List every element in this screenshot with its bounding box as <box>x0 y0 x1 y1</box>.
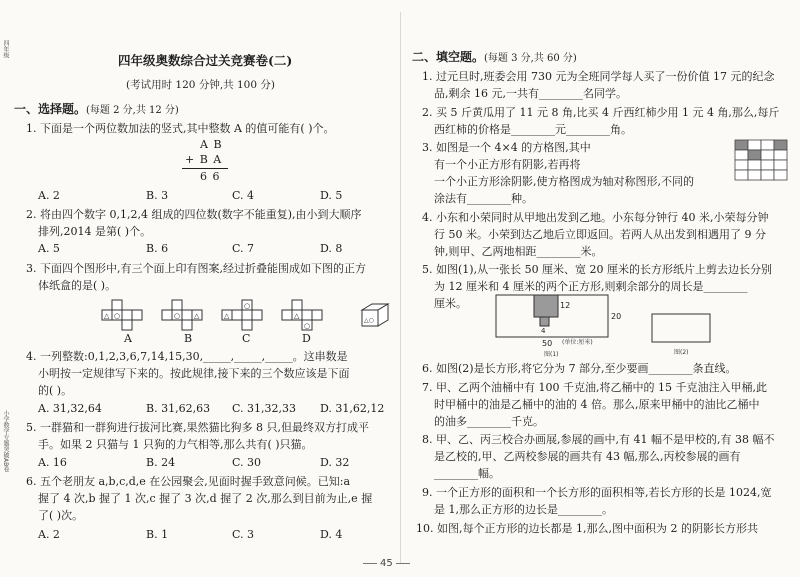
q4-option-d[interactable]: D. 31,62,12 <box>320 402 385 415</box>
q6-option-b[interactable]: B. 1 <box>146 528 169 541</box>
dim-12: 12 <box>560 301 571 310</box>
fig2-rectangle <box>652 314 710 342</box>
side-top-label: 四年级 <box>2 40 9 58</box>
q1-sum-line <box>182 168 228 169</box>
svg-text:△: △ <box>104 312 110 320</box>
r3-line4: 涂法有________种。 <box>434 192 533 205</box>
svg-text:△: △ <box>224 312 230 320</box>
q3-label-d: D <box>302 332 311 345</box>
q6-option-d[interactable]: D. 4 <box>320 528 343 541</box>
q3-label-c: C <box>242 332 251 345</box>
figure1 <box>496 295 621 358</box>
r3-line1: 3. 如图是一个 4×4 的方格图,其中 <box>422 141 591 154</box>
fig1-caption: 图(1) <box>544 351 559 358</box>
svg-text:○: ○ <box>174 312 181 320</box>
side-bottom-label: 小学数学专题突破AB卷 <box>2 410 9 473</box>
grid-cell <box>748 160 761 170</box>
right-column <box>400 0 800 577</box>
page-title: 四年级奥数综合过关竞赛卷(二) <box>118 53 293 68</box>
q1-option-d[interactable]: D. 5 <box>320 189 343 202</box>
r4-line1: 4. 小东和小荣同时从甲地出发到乙地。小东每分钟行 40 米,小荣每分钟 <box>422 211 769 224</box>
r2-line1: 2. 买 5 斤黄瓜用了 11 元 8 角,比买 4 斤西红柿少用 1 元 4 角,那么,每斤 <box>422 106 780 119</box>
section1-label: 一、选择题。 <box>14 102 87 116</box>
fig1-square-4 <box>540 317 549 326</box>
grid-cell <box>748 150 761 160</box>
q1-option-a[interactable]: A. 2 <box>38 189 60 202</box>
r9-line2: 是 1,那么正方形的边长是________。 <box>434 503 613 516</box>
dim-50: 50 <box>542 339 553 348</box>
q3-label-b: B <box>184 332 193 345</box>
q5-option-a[interactable]: A. 16 <box>38 456 67 469</box>
section2-note: (每题 3 分,共 60 分) <box>484 53 577 64</box>
q2-option-c[interactable]: C. 7 <box>232 242 255 255</box>
grid-cell <box>774 160 787 170</box>
q2-line2: 排列,2014 是第( )个。 <box>38 225 152 238</box>
page-number-text: 45 <box>380 558 393 569</box>
r3-grid-figure <box>733 139 789 183</box>
q3-label-a: A <box>124 332 132 345</box>
grid-cell <box>748 170 761 180</box>
section1-note: (每题 2 分,共 12 分) <box>86 105 179 116</box>
q5-option-b[interactable]: B. 24 <box>146 456 176 469</box>
net-a[interactable] <box>102 300 142 330</box>
q1-row2: + B A <box>185 153 223 166</box>
grid-cell <box>761 150 774 160</box>
grid-cell <box>761 140 774 150</box>
r9-line1: 9. 一个正方形的面积和一个长方形的面积相等,若长方形的长是 1024,宽 <box>422 486 772 499</box>
page-number <box>360 558 413 569</box>
r3-line3: 一个小正方形涂阴影,使方格图成为轴对称图形,不同的 <box>434 175 694 188</box>
dim-20: 20 <box>611 312 622 321</box>
grid-cell <box>761 170 774 180</box>
r10-line1: 10. 如图,每个正方形的边长都是 1,那么,图中面积为 2 的阴影长方形共 <box>416 522 758 535</box>
fig1-square-12 <box>534 295 558 317</box>
q4-option-a[interactable]: A. 31,32,64 <box>38 402 102 415</box>
r5-figures <box>490 292 730 358</box>
grid-cell <box>735 160 748 170</box>
r4-line3: 钟,则甲、乙两地相距________米。 <box>434 245 603 258</box>
fig2-caption: 图(2) <box>674 349 689 356</box>
q1-option-b[interactable]: B. 3 <box>146 189 169 202</box>
r7-line2: 时甲桶中的油是乙桶中的油的 4 倍。那么,原来甲桶中的油比乙桶中 <box>434 398 760 411</box>
svg-text:○: ○ <box>304 322 311 330</box>
q4-line1: 4. 一列整数:0,1,2,3,6,7,14,15,30,_____,_____,_____。这串数是 <box>26 350 348 363</box>
q1-option-c[interactable]: C. 4 <box>232 189 255 202</box>
grid-cells <box>735 140 787 180</box>
r8-line1: 8. 甲、乙、丙三校合办画展,参展的画中,有 41 幅不是甲校的,有 38 幅不 <box>422 433 775 446</box>
q6-option-c[interactable]: C. 3 <box>232 528 255 541</box>
r8-line2: 是乙校的,甲、乙两校参展的画共有 43 幅,那么,丙校参展的画有 <box>434 450 741 463</box>
section2-heading <box>412 50 577 66</box>
q1-row3: 6 6 <box>200 170 221 183</box>
q5-line2: 手。如果 2 只猫与 1 只狗的力气相等,那么共有( )只猫。 <box>38 438 313 451</box>
cube-label: △○ <box>364 317 374 324</box>
r7-line1: 7. 甲、乙两个油桶中有 100 千克油,将乙桶中的 15 千克油注入甲桶,此 <box>422 381 767 394</box>
r3-line2: 有一个小正方形有阴影,若再将 <box>434 158 581 171</box>
q6-line3: 了( )次。 <box>38 509 84 522</box>
r6-line1: 6. 如图(2)是长方形,将它分为 7 部分,至少要画________条直线。 <box>422 362 737 375</box>
q5-option-c[interactable]: C. 30 <box>232 456 262 469</box>
q6-option-a[interactable]: A. 2 <box>38 528 60 541</box>
q6-line1: 6. 五个老朋友 a,b,c,d,e 在公园聚会,见面时握手致意问候。已知:a <box>26 475 351 488</box>
r8-line3: ________幅。 <box>434 467 500 480</box>
r7-line3: 的油多________千克。 <box>434 415 544 428</box>
figure2 <box>652 314 710 356</box>
r4-line2: 行 50 米。小荣到达乙地后立即返回。若两人从出发到相遇用了 9 分 <box>434 228 766 241</box>
r1-line1: 1. 过元旦时,班委会用 730 元为全班同学每人买了一份价值 17 元的纪念 <box>422 70 775 83</box>
grid-cell <box>774 140 787 150</box>
q1-row1: A B <box>200 138 223 151</box>
svg-text:△: △ <box>194 312 200 320</box>
dim-4: 4 <box>541 327 546 335</box>
r2-line2: 西红柿的价格是________元________角。 <box>434 123 632 136</box>
r5-line3: 厘米。 <box>434 297 467 310</box>
grid-cell <box>774 170 787 180</box>
grid-cell <box>735 150 748 160</box>
grid-cell <box>735 170 748 180</box>
q6-line2: 握了 4 次,b 握了 1 次,c 握了 3 次,d 握了 2 次,那么到目前为止,e 握 <box>38 492 373 505</box>
q2-option-d[interactable]: D. 8 <box>320 242 343 255</box>
r1-line2: 品,剩余 16 元,一共有________名同学。 <box>434 87 627 100</box>
section2-label: 二、填空题。 <box>412 50 485 64</box>
cube-figure <box>362 304 388 326</box>
grid-cell <box>774 150 787 160</box>
q2-option-b[interactable]: B. 6 <box>146 242 169 255</box>
q3-line1: 3. 下面四个图形中,有三个面上印有图案,经过折叠能围成如下图的正方 <box>26 262 366 275</box>
grid-cell <box>748 140 761 150</box>
q4-line2: 小明按一定规律写下来的。按此规律,接下来的三个数应该是下面 <box>38 367 350 380</box>
q3-line2: 体纸盒的是( )。 <box>38 279 117 292</box>
svg-text:○: ○ <box>114 312 121 320</box>
page-subtitle: (考试用时 120 分钟,共 100 分) <box>126 79 275 91</box>
net-b[interactable] <box>162 300 202 330</box>
q2-option-a[interactable]: A. 5 <box>38 242 60 255</box>
q1-text: 1. 下面是一个两位数加法的竖式,其中整数 A 的值可能有( )个。 <box>26 122 335 135</box>
net-d[interactable] <box>282 300 322 330</box>
q4-line3: 的( )。 <box>38 384 73 397</box>
r5-line1: 5. 如图(1),从一张长 50 厘米、宽 20 厘米的长方形纸片上剪去边长分别 <box>422 263 773 276</box>
q4-option-c[interactable]: C. 31,32,33 <box>232 402 297 415</box>
q2-line1: 2. 将由四个数字 0,1,2,4 组成的四位数(数字不能重复),由小到大顺序 <box>26 208 362 221</box>
grid-cell <box>761 160 774 170</box>
grid-cell <box>735 140 748 150</box>
net-c[interactable] <box>222 300 262 330</box>
unit-note: (单位:厘米) <box>562 339 593 346</box>
svg-text:○: ○ <box>244 302 251 310</box>
q5-option-d[interactable]: D. 32 <box>320 456 350 469</box>
svg-text:△: △ <box>294 312 300 320</box>
q4-option-b[interactable]: B. 31,62,63 <box>146 402 211 415</box>
section1-heading <box>14 102 179 118</box>
q5-line1: 5. 一群猫和一群狗进行拔河比赛,果然猫比狗多 8 只,但最终双方打成平 <box>26 421 369 434</box>
r5-line2: 为 12 厘米和 4 厘米的两个正方形,则剩余部分的周长是________ <box>434 280 748 293</box>
